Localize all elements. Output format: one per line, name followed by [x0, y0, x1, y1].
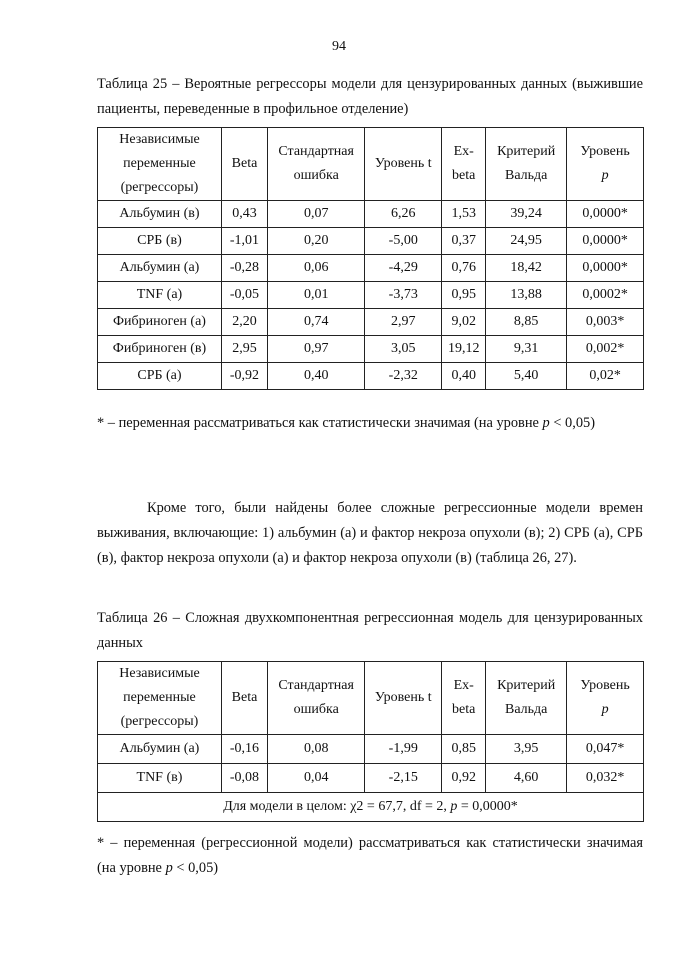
- t25-header-std-error: Стандартная ошибка: [268, 128, 365, 201]
- table-cell: -1,01: [221, 228, 267, 255]
- table-cell: 0,06: [268, 255, 365, 282]
- table-cell: 3,05: [365, 336, 442, 363]
- table-cell: Фибриноген (в): [98, 336, 222, 363]
- table-cell: 39,24: [486, 201, 567, 228]
- table-row: [98, 363, 644, 390]
- table26-summary: [98, 793, 644, 822]
- table-cell: 8,85: [486, 309, 567, 336]
- table-cell: 0,85: [442, 735, 486, 764]
- table-25: [97, 127, 644, 390]
- page-number: 94: [332, 39, 346, 54]
- table25-note-text: * – переменная рассматриваться как статистически значимая (на уровне: [97, 415, 539, 431]
- table-cell: 0,76: [442, 255, 486, 282]
- table-cell: 0,37: [442, 228, 486, 255]
- table-cell: Альбумин (в): [98, 201, 222, 228]
- t25-header-ex-beta: Ex-beta: [442, 128, 486, 201]
- table-cell: 0,92: [442, 764, 486, 793]
- table-row: [98, 309, 644, 336]
- table25-caption: Таблица 25 – Вероятные регрессоры модели для цензурированных данных (выжившие пациенты, переведенные в профильное отделение): [97, 76, 643, 117]
- table-26: [97, 661, 644, 822]
- table26-note-suffix: < 0,05): [176, 860, 219, 876]
- table26-summary-text: Для модели в целом: χ2 = 67,7, df = 2,: [223, 799, 447, 814]
- table-cell: 0,02*: [567, 363, 644, 390]
- table-cell: 0,43: [221, 201, 267, 228]
- table-cell: 2,97: [365, 309, 442, 336]
- table-cell: 2,95: [221, 336, 267, 363]
- table-cell: 0,047*: [567, 735, 644, 764]
- t25-header-t-level: Уровень t: [365, 128, 442, 201]
- table-cell: -2,32: [365, 363, 442, 390]
- table-cell: 0,0000*: [567, 201, 644, 228]
- table-cell: 9,02: [442, 309, 486, 336]
- table-cell: 9,31: [486, 336, 567, 363]
- table-cell: 2,20: [221, 309, 267, 336]
- table-cell: 4,60: [486, 764, 567, 793]
- t26-header-p-level: [567, 662, 644, 735]
- t25-header-beta: Beta: [221, 128, 267, 201]
- t26-header-p-level-label: Уровень: [580, 678, 630, 693]
- table-cell: -2,15: [365, 764, 442, 793]
- table25-body: [98, 201, 644, 390]
- table-cell: 0,40: [442, 363, 486, 390]
- table25-note-p: p: [542, 415, 550, 431]
- table-cell: 0,74: [268, 309, 365, 336]
- table-cell: 0,003*: [567, 309, 644, 336]
- table-cell: СРБ (а): [98, 363, 222, 390]
- t25-header-p-level: [567, 128, 644, 201]
- t26-header-regressors: Независимые переменные (регрессоры): [98, 662, 222, 735]
- t26-header-wald: Критерий Вальда: [486, 662, 567, 735]
- table26-note-p: p: [165, 860, 173, 876]
- table-cell: 19,12: [442, 336, 486, 363]
- t26-header-ex-beta: Ex-beta: [442, 662, 486, 735]
- table-cell: СРБ (в): [98, 228, 222, 255]
- table-cell: Альбумин (а): [98, 255, 222, 282]
- table-cell: 0,032*: [567, 764, 644, 793]
- table-cell: -3,73: [365, 282, 442, 309]
- table-cell: 0,40: [268, 363, 365, 390]
- t25-header-wald: Критерий Вальда: [486, 128, 567, 201]
- table26-body: [98, 735, 644, 793]
- table-cell: 1,53: [442, 201, 486, 228]
- table-cell: 24,95: [486, 228, 567, 255]
- table-row: [98, 735, 644, 764]
- t26-header-beta: Beta: [221, 662, 267, 735]
- table-cell: -0,08: [221, 764, 267, 793]
- body-paragraph: Кроме того, были найдены более сложные регрессионные модели времен выживания, включающие: 1) альбумин (а) и фактор некроза опухоли (в); 2) СРБ (а), СРБ (в), фактор некроза опухоли (а) и фактор некроза опухоли (в) (таблица 26, 27).: [97, 500, 643, 566]
- table-cell: -4,29: [365, 255, 442, 282]
- table-cell: -5,00: [365, 228, 442, 255]
- table-cell: TNF (а): [98, 282, 222, 309]
- table-cell: -0,16: [221, 735, 267, 764]
- table-row: [98, 201, 644, 228]
- table-cell: Фибриноген (а): [98, 309, 222, 336]
- table-cell: -0,28: [221, 255, 267, 282]
- table-cell: -0,05: [221, 282, 267, 309]
- table-cell: Альбумин (а): [98, 735, 222, 764]
- t25-header-regressors: Независимые переменные (регрессоры): [98, 128, 222, 201]
- table-cell: 6,26: [365, 201, 442, 228]
- table-cell: 18,42: [486, 255, 567, 282]
- table-row: [98, 282, 644, 309]
- table-row: [98, 228, 644, 255]
- table-cell: 0,07: [268, 201, 365, 228]
- table25-note: [97, 411, 643, 436]
- table26-note: [97, 831, 643, 881]
- table-cell: TNF (в): [98, 764, 222, 793]
- table-cell: 13,88: [486, 282, 567, 309]
- table-cell: 5,40: [486, 363, 567, 390]
- table-cell: 0,002*: [567, 336, 644, 363]
- table-row: [98, 255, 644, 282]
- table25-note-suffix: < 0,05): [553, 415, 596, 431]
- table-cell: 0,0000*: [567, 255, 644, 282]
- table-cell: 0,95: [442, 282, 486, 309]
- table26-header-row: [98, 662, 644, 735]
- table-cell: 3,95: [486, 735, 567, 764]
- t26-header-t-level: Уровень t: [365, 662, 442, 735]
- t25-header-p-level-label: Уровень: [580, 144, 630, 159]
- table-cell: -1,99: [365, 735, 442, 764]
- table26-summary-p: p: [450, 799, 458, 814]
- table-cell: 0,04: [268, 764, 365, 793]
- t25-header-p-symbol: p: [601, 168, 609, 183]
- table-cell: 0,0002*: [567, 282, 644, 309]
- table-cell: 0,97: [268, 336, 365, 363]
- table26-summary-row: [98, 793, 644, 822]
- t26-header-p-symbol: p: [601, 702, 609, 717]
- table-cell: 0,20: [268, 228, 365, 255]
- table-cell: 0,0000*: [567, 228, 644, 255]
- table26-note-text: * – переменная (регрессионной модели) рассматриваться как статистически значимая (на уровне: [97, 835, 643, 876]
- table-cell: 0,08: [268, 735, 365, 764]
- table26-caption: Таблица 26 – Сложная двухкомпонентная регрессионная модель для цензурированных данных: [97, 610, 643, 651]
- table-cell: 0,01: [268, 282, 365, 309]
- table-row: [98, 336, 644, 363]
- t26-header-std-error: Стандартная ошибка: [268, 662, 365, 735]
- table-row: [98, 764, 644, 793]
- table-cell: -0,92: [221, 363, 267, 390]
- table25-header-row: [98, 128, 644, 201]
- table26-summary-suffix: = 0,0000*: [460, 799, 518, 814]
